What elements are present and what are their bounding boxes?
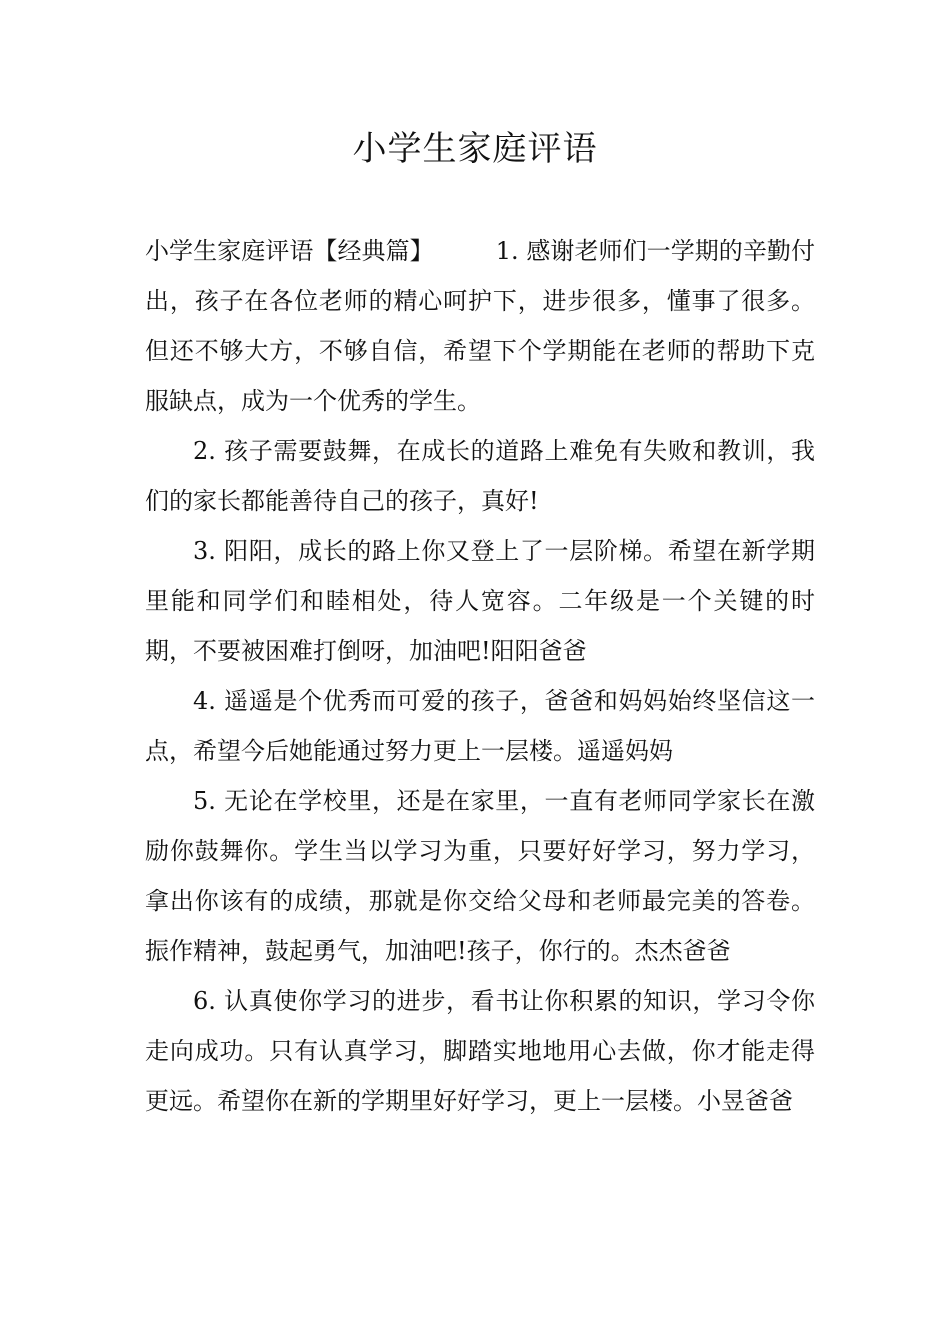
document-body [145,226,815,1126]
paragraph-2: 2. 孩子需要鼓舞，在成长的道路上难免有失败和教训，我们的家长都能善待自己的孩子，真好! [145,437,815,515]
paragraph-1-text: 1. 感谢老师们一学期的辛勤付出，孩子在各位老师的精心呵护下，进步很多，懂事了很多。但还不够大方，不够自信，希望下个学期能在老师的帮助下克服缺点，成为一个优秀的学生。 [145,237,815,415]
paragraph-6: 6. 认真使你学习的进步，看书让你积累的知识，学习令你走向成功。只有认真学习，脚踏实地地用心去做，你才能走得更远。希望你在新的学期里好好学习，更上一层楼。小昱爸爸 [145,987,815,1115]
paragraph-3: 3. 阳阳，成长的路上你又登上了一层阶梯。希望在新学期里能和同学们和睦相处，待人宽容。二年级是一个关键的时期，不要被困难打倒呀，加油吧!阳阳爸爸 [145,537,815,665]
paragraph-5: 5. 无论在学校里，还是在家里，一直有老师同学家长在激励你鼓舞你。学生当以学习为重，只要好好学习，努力学习，拿出你该有的成绩，那就是你交给父母和老师最完美的答卷。振作精神，鼓起勇气，加油吧!孩子，你行的。杰杰爸爸 [145,787,815,965]
paragraph-1 [145,226,815,426]
intro-heading: 小学生家庭评语【经典篇】 [145,237,434,265]
paragraph-4: 4. 遥遥是个优秀而可爱的孩子，爸爸和妈妈始终坚信这一点，希望今后她能通过努力更上一层楼。遥遥妈妈 [145,687,815,765]
document-title: 小学生家庭评语 [352,129,598,169]
